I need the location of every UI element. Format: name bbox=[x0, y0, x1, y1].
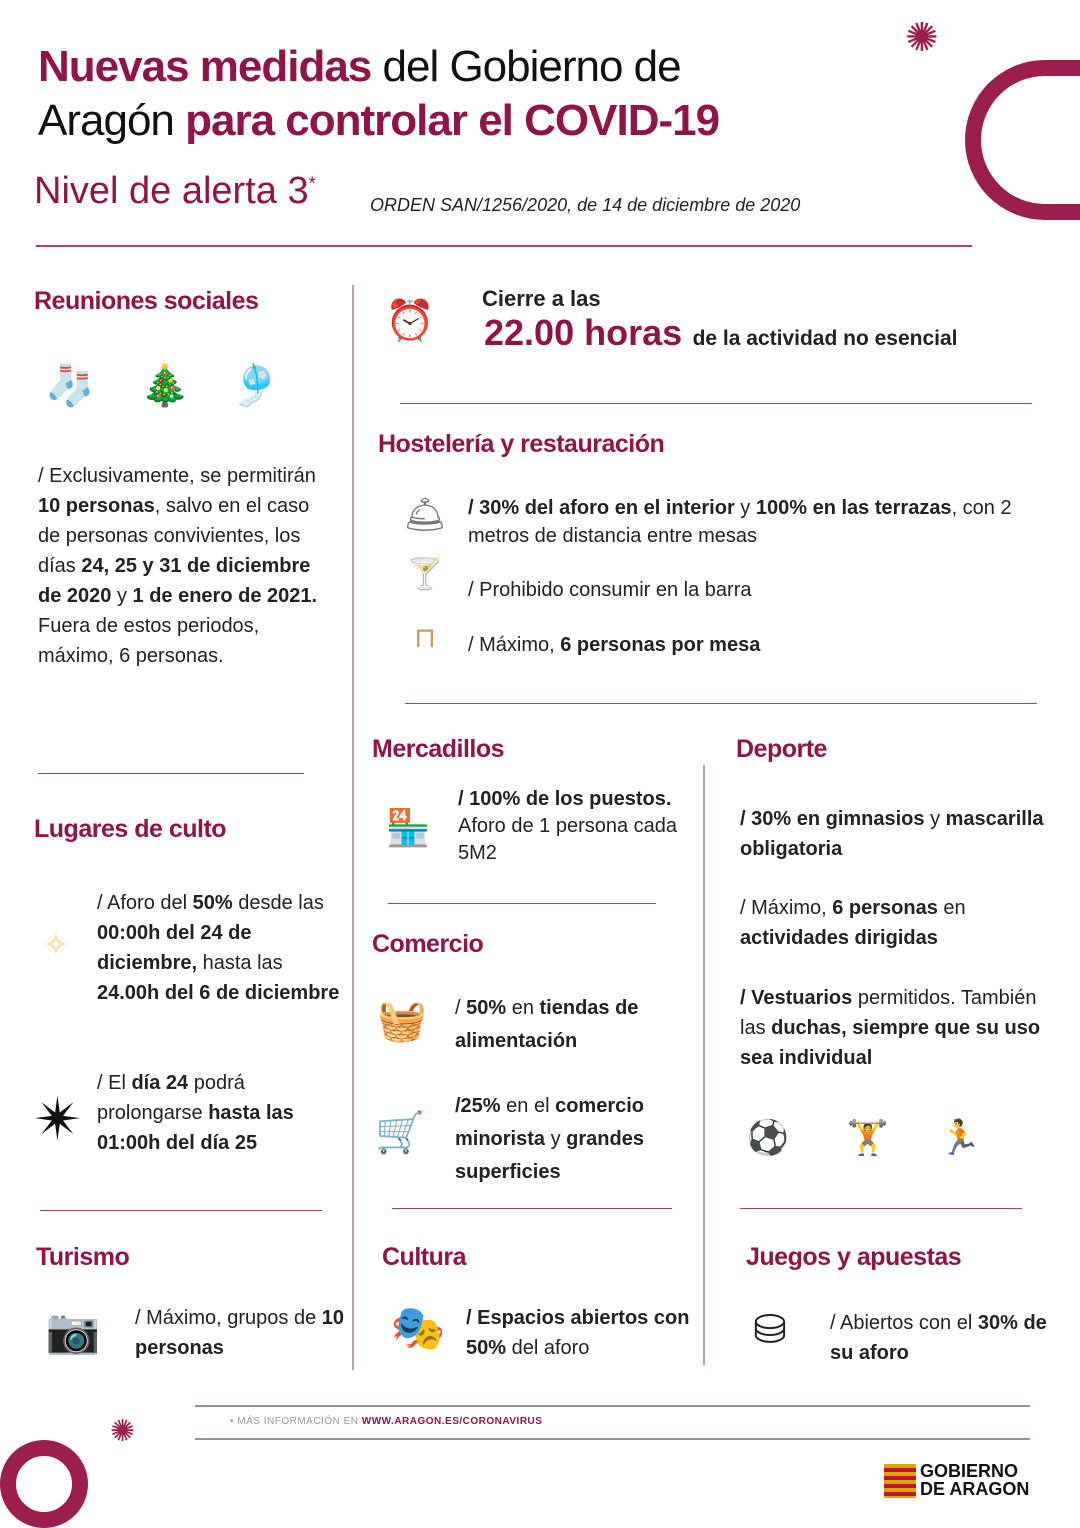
christmas-stocking-icon: 🧦 bbox=[45, 363, 95, 408]
text-segment: y bbox=[924, 808, 946, 830]
text-segment: Aragón bbox=[38, 96, 186, 145]
text-bold: hasta las 01:00h del día 25 bbox=[97, 1102, 294, 1154]
text-bold: 6 personas bbox=[832, 897, 938, 919]
divider bbox=[392, 1208, 672, 1209]
text-segment: y bbox=[111, 585, 133, 607]
text-segment: / Exclusivamente, se permitirán bbox=[38, 465, 316, 487]
divider bbox=[195, 1405, 1030, 1407]
text-segment: hasta las bbox=[197, 952, 283, 974]
hosteleria-item bbox=[468, 494, 1038, 550]
gobierno-aragon-logo: GOBIERNO DE ARAGON bbox=[920, 1461, 1030, 1499]
deporte-item bbox=[740, 804, 1060, 864]
page-title bbox=[38, 40, 719, 148]
deporte-item bbox=[740, 983, 1060, 1073]
text-bold: actividades dirigidas bbox=[740, 927, 938, 949]
comercio-item bbox=[455, 992, 695, 1058]
text-bold: para controlar el COVID-19 bbox=[185, 96, 720, 145]
text-segment: , salvo en el caso de personas convivientes, los días bbox=[38, 495, 310, 577]
virus-small-icon: ✺ bbox=[905, 16, 939, 60]
text-bold: 1 de enero de 2021. bbox=[132, 585, 318, 607]
text-bold: / 100% de los puestos. bbox=[458, 788, 672, 810]
text-segment: podrá prolongarse bbox=[97, 1072, 245, 1124]
text-segment: en el bbox=[500, 1095, 556, 1117]
text-segment: desde las bbox=[232, 892, 324, 914]
theater-masks-icon: 🎭 bbox=[390, 1304, 446, 1353]
juegos-text bbox=[830, 1308, 1050, 1368]
text-segment: y bbox=[545, 1128, 567, 1150]
text-segment: del Gobierno de bbox=[371, 42, 681, 91]
section-title-cultura: Cultura bbox=[382, 1243, 466, 1271]
text-bold: / Espacios abiertos con 50% bbox=[466, 1307, 690, 1359]
aragon-flag-logo bbox=[884, 1464, 916, 1498]
text-bold: / 30% del aforo en el interior bbox=[468, 497, 735, 519]
divider bbox=[388, 903, 656, 904]
text-bold: 6 personas por mesa bbox=[560, 634, 761, 656]
soccer-ball-icon: ⚽ bbox=[746, 1119, 790, 1157]
table-chairs-icon: ⊓ bbox=[414, 622, 436, 653]
market-stall-icon: 🏪 bbox=[385, 806, 431, 848]
text-segment: / Máximo, bbox=[740, 897, 833, 919]
camera-icon: 📷 bbox=[45, 1307, 101, 1356]
text-segment: / Aforo del bbox=[97, 892, 193, 914]
more-info: • MÁS INFORMACIÓN EN WWW.ARAGON.ES/CORONAVIRUS bbox=[230, 1416, 543, 1427]
comercio-item bbox=[455, 1090, 700, 1189]
alarm-clock-icon: ⏰ bbox=[385, 298, 435, 343]
text-bold: duchas, siempre que su uso sea individual bbox=[740, 1017, 1041, 1069]
deporte-item bbox=[740, 893, 1060, 953]
alert-level: Nivel de alerta 3* bbox=[34, 170, 316, 212]
text-segment: / Abiertos con el bbox=[830, 1312, 978, 1334]
text-bold: comercio minorista bbox=[455, 1095, 645, 1150]
basket-icon: 🧺 bbox=[377, 998, 427, 1043]
casino-chips-icon: ⛁ bbox=[753, 1308, 787, 1352]
text-bold: / 30% en gimnasios bbox=[740, 808, 925, 830]
divider bbox=[400, 403, 1032, 404]
shopping-cart-icon: 🛒 bbox=[375, 1110, 425, 1155]
text-bold: 00:00h del 24 de diciembre, bbox=[97, 922, 252, 974]
text-bold: 10 personas bbox=[135, 1307, 344, 1359]
text-segment: permitidos. También las bbox=[740, 987, 1037, 1039]
text-segment: en bbox=[506, 997, 540, 1019]
text-bold: grandes superficies bbox=[455, 1128, 644, 1183]
text-bold: /25% bbox=[455, 1095, 501, 1117]
divider bbox=[40, 1210, 322, 1211]
cloche-icon: 🛎 bbox=[403, 496, 447, 534]
turismo-text bbox=[135, 1303, 345, 1363]
virus-small-icon: ✺ bbox=[110, 1415, 136, 1448]
text-bold: 30% de su aforo bbox=[830, 1312, 1047, 1364]
text-segment: / Máximo, grupos de bbox=[135, 1307, 322, 1329]
text-bold: 100% en las terrazas bbox=[755, 497, 952, 519]
section-title-juegos: Juegos y apuestas bbox=[746, 1243, 962, 1271]
runner-icon: 🏃 bbox=[938, 1119, 982, 1157]
cocktail-icon: 🍸 bbox=[406, 558, 444, 591]
text-segment: / bbox=[455, 997, 467, 1019]
text-segment: en bbox=[937, 897, 966, 919]
cultura-text bbox=[466, 1303, 696, 1363]
divider bbox=[352, 285, 354, 1370]
text-bold: día 24 bbox=[131, 1072, 189, 1094]
text-bold: 24, 25 y 31 de diciembre de 2020 bbox=[38, 555, 311, 607]
ornament-icon: 🎐 bbox=[230, 363, 280, 408]
christmas-tree-icon: 🎄 bbox=[140, 363, 190, 408]
text-bold: 50% bbox=[192, 892, 233, 914]
text-bold: / Vestuarios bbox=[740, 987, 853, 1009]
closing-label: Cierre a las bbox=[482, 286, 601, 311]
virus-icon bbox=[0, 1440, 88, 1528]
glow-icon: ✧ bbox=[43, 928, 69, 962]
divider bbox=[703, 765, 705, 1365]
closing-time: 22.00 horas de la actividad no esencial bbox=[484, 312, 958, 353]
section-title-culto: Lugares de culto bbox=[34, 815, 227, 843]
text-bold: tiendas de alimentación bbox=[455, 997, 639, 1052]
order-reference: ORDEN SAN/1256/2020, de 14 de diciembre de 2020 bbox=[370, 195, 801, 215]
text-segment: , con 2 metros de distancia entre mesas bbox=[468, 497, 1012, 547]
divider bbox=[38, 773, 304, 774]
text-segment: / Prohibido consumir en la barra bbox=[468, 579, 752, 601]
text-segment: Aforo de 1 persona cada 5M2 bbox=[458, 815, 678, 864]
divider bbox=[740, 1208, 1022, 1209]
reuniones-text bbox=[38, 461, 328, 671]
section-title-hosteleria: Hostelería y restauración bbox=[378, 430, 665, 458]
section-title-reuniones: Reuniones sociales bbox=[34, 287, 259, 315]
star-icon: ✴ bbox=[32, 1086, 84, 1153]
section-title-mercadillos: Mercadillos bbox=[372, 735, 505, 763]
text-segment: / El bbox=[97, 1072, 132, 1094]
divider bbox=[36, 245, 972, 247]
virus-icon bbox=[965, 60, 1080, 220]
divider bbox=[405, 703, 1037, 704]
text-segment: Fuera de estos periodos, máximo, 6 personas. bbox=[38, 615, 260, 667]
culto-item bbox=[97, 888, 347, 1008]
mercadillos-text bbox=[458, 786, 678, 867]
divider bbox=[195, 1438, 1030, 1440]
section-title-deporte: Deporte bbox=[736, 735, 827, 763]
weightlifter-icon: 🏋 bbox=[846, 1119, 890, 1157]
hosteleria-item bbox=[468, 630, 760, 660]
text-bold: 50% bbox=[466, 997, 507, 1019]
text-segment: y bbox=[734, 497, 756, 519]
text-segment: del aforo bbox=[506, 1337, 590, 1359]
culto-item bbox=[97, 1068, 337, 1158]
text-bold: 24.00h del 6 de diciembre bbox=[97, 982, 340, 1004]
hosteleria-item bbox=[468, 575, 751, 605]
more-info-link[interactable]: WWW.ARAGON.ES/CORONAVIRUS bbox=[361, 1416, 543, 1427]
text-bold: 10 personas bbox=[38, 495, 155, 517]
text-segment: / Máximo, bbox=[468, 634, 561, 656]
section-title-turismo: Turismo bbox=[36, 1243, 130, 1271]
section-title-comercio: Comercio bbox=[372, 930, 484, 958]
text-bold: mascarilla obligatoria bbox=[740, 808, 1044, 860]
text-bold: Nuevas medidas bbox=[38, 42, 372, 91]
